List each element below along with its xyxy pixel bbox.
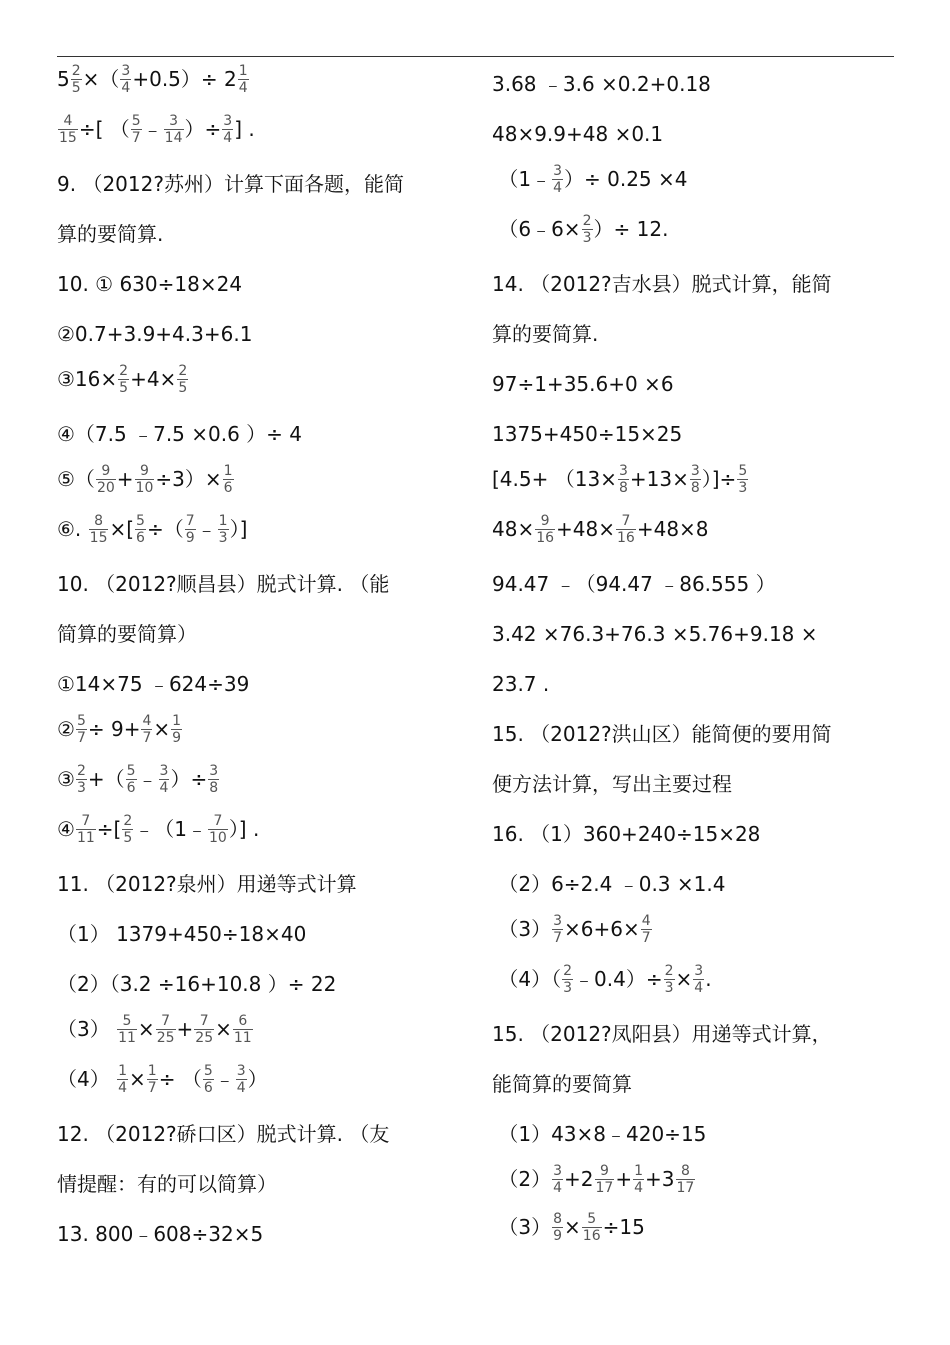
fraction <box>664 963 675 996</box>
numerator: 2 <box>123 812 133 829</box>
numerator: 7 <box>199 1012 209 1029</box>
denominator: 3 <box>582 229 592 246</box>
expression-text: ）] <box>229 517 248 541</box>
expression-text: 情提醒：有的可以简算） <box>57 1172 277 1196</box>
fraction <box>233 1013 253 1046</box>
expression-text: 算的要简算. <box>492 322 599 346</box>
numerator: 4 <box>641 912 651 929</box>
expression-text: +3 <box>645 1167 675 1191</box>
expression-text: 10. ① 630÷18×24 <box>57 272 243 296</box>
expression-text: ﹣ <box>137 767 158 791</box>
right-line <box>492 617 818 651</box>
denominator: 14 <box>164 129 183 146</box>
expression-text: × <box>675 967 693 991</box>
right-line <box>492 912 653 946</box>
expression-text: 48× <box>492 517 535 541</box>
fraction <box>141 713 152 746</box>
expression-text: 1375+450÷15×25 <box>492 422 683 446</box>
fraction <box>135 463 155 496</box>
left-line <box>57 667 249 701</box>
left-line <box>57 1012 254 1046</box>
right-line <box>492 962 712 996</box>
right-line <box>492 717 832 751</box>
denominator: 7 <box>553 929 563 946</box>
expression-text: ×[ <box>109 517 135 541</box>
numerator: 3 <box>553 1162 563 1179</box>
expression-text: ）÷ <box>170 767 208 791</box>
expression-text: 23.7 . <box>492 672 550 696</box>
denominator: 10 <box>135 479 154 496</box>
expression-text: 13. 800﹣608÷32×5 <box>57 1222 264 1246</box>
expression-text: + <box>176 1017 194 1041</box>
numerator: 5 <box>76 712 86 729</box>
expression-text: ÷3）× <box>155 467 222 491</box>
expression-text: ﹣ <box>214 1067 235 1091</box>
expression-text: × <box>137 1017 155 1041</box>
expression-text: 15. （2012?洪山区）能简便的要用简 <box>492 722 832 746</box>
expression-text: （1）43×8﹣420÷15 <box>492 1122 707 1146</box>
left-line <box>57 362 189 396</box>
expression-text: ÷ （ <box>158 1067 202 1091</box>
numerator: 2 <box>76 762 86 779</box>
expression-text: + <box>116 467 134 491</box>
numerator: 3 <box>618 462 628 479</box>
left-line <box>57 112 255 146</box>
denominator: 9 <box>172 729 182 746</box>
denominator: 11 <box>233 1029 252 1046</box>
right-line <box>492 817 760 851</box>
expression-text: ÷（ <box>146 517 184 541</box>
fraction <box>76 763 87 796</box>
expression-text: （2）（3.2 ÷16+10.8 ）÷ 22 <box>57 972 337 996</box>
denominator: 4 <box>118 1079 128 1096</box>
denominator: 9 <box>553 1227 563 1244</box>
fraction <box>552 163 563 196</box>
expression-text: （6﹣6× <box>492 217 581 241</box>
expression-text: （3） <box>492 1215 552 1239</box>
fraction <box>641 913 652 946</box>
numerator: 3 <box>223 112 233 129</box>
numerator: 9 <box>139 462 149 479</box>
expression-text: （3） <box>57 1017 117 1041</box>
numerator: 9 <box>101 462 111 479</box>
fraction <box>156 1013 176 1046</box>
expression-text: ）÷ 12. <box>593 217 669 241</box>
left-line <box>57 167 404 201</box>
fraction <box>135 513 146 546</box>
expression-text: （1﹣ <box>492 167 552 191</box>
expression-text: +2 <box>564 1167 594 1191</box>
denominator: 7 <box>641 929 651 946</box>
denominator: 15 <box>59 129 77 146</box>
denominator: 8 <box>690 479 700 496</box>
expression-text: 3.68 ﹣3.6 ×0.2+0.18 <box>492 72 711 96</box>
left-line <box>57 462 235 496</box>
expression-text: ）÷ <box>184 117 222 141</box>
numerator: 3 <box>690 462 700 479</box>
denominator: 4 <box>634 1179 644 1196</box>
numerator: 7 <box>213 812 223 829</box>
expression-text: 11. （2012?泉州）用递等式计算 <box>57 872 357 896</box>
expression-text: ÷15 <box>602 1215 645 1239</box>
numerator: 7 <box>621 512 631 529</box>
right-line <box>492 67 711 101</box>
denominator: 6 <box>136 529 145 546</box>
denominator: 4 <box>121 79 131 96</box>
numerator: 3 <box>159 762 169 779</box>
right-line <box>492 567 776 601</box>
expression-text: × <box>564 1215 581 1239</box>
left-line <box>57 617 197 651</box>
denominator: 9 <box>185 529 195 546</box>
denominator: 3 <box>218 529 228 546</box>
fraction <box>208 813 228 846</box>
expression-text: （4）（ <box>492 967 562 991</box>
expression-text: ①14×75 ﹣624÷39 <box>57 672 250 696</box>
numerator: 2 <box>582 212 592 229</box>
denominator: 4 <box>553 179 563 196</box>
fraction <box>222 113 233 146</box>
expression-text: ÷[ <box>96 817 122 841</box>
expression-text: ③ <box>57 767 75 791</box>
numerator: 1 <box>223 462 233 479</box>
denominator: 7 <box>142 729 152 746</box>
expression-text: ×6+6× <box>564 917 640 941</box>
right-line <box>492 117 663 151</box>
numerator: 8 <box>553 1210 563 1227</box>
denominator: 3 <box>664 979 674 996</box>
expression-text: ②0.7+3.9+4.3+6.1 <box>57 322 253 346</box>
denominator: 16 <box>582 1227 601 1244</box>
left-line <box>57 1062 268 1096</box>
denominator: 7 <box>147 1079 157 1096</box>
denominator: 4 <box>236 1079 246 1096</box>
numerator: 4 <box>142 712 152 729</box>
fraction <box>208 763 219 796</box>
numerator: 9 <box>540 512 550 529</box>
numerator: 7 <box>161 1012 171 1029</box>
right-line <box>492 767 732 801</box>
numerator: 3 <box>694 962 704 979</box>
right-line <box>492 317 598 351</box>
right-line <box>492 867 725 901</box>
numerator: 5 <box>122 1012 132 1029</box>
expression-text: 97÷1+35.6+0 ×6 <box>492 372 674 396</box>
fraction <box>122 813 133 846</box>
denominator: 4 <box>553 1179 563 1196</box>
fraction <box>633 1163 644 1196</box>
right-line <box>492 267 832 301</box>
fraction <box>552 1211 563 1244</box>
expression-text: ﹣ <box>196 517 217 541</box>
denominator: 4 <box>694 979 704 996</box>
left-line <box>57 512 247 546</box>
left-line <box>57 317 252 351</box>
denominator: 3 <box>563 979 573 996</box>
fraction <box>71 63 82 96</box>
denominator: 5 <box>119 379 129 396</box>
fraction <box>58 113 78 146</box>
fraction <box>690 463 701 496</box>
numerator: 8 <box>94 512 104 529</box>
fraction <box>89 513 109 546</box>
denominator: 10 <box>208 829 227 846</box>
right-line <box>492 1017 832 1051</box>
right-line <box>492 462 749 496</box>
fraction <box>737 463 748 496</box>
expression-text: 能简算的要简算 <box>492 1072 632 1096</box>
left-line <box>57 812 259 846</box>
numerator: 3 <box>121 62 131 79</box>
expression-text: （2）6÷2.4 ﹣0.3 ×1.4 <box>492 872 726 896</box>
right-line <box>492 1210 645 1244</box>
left-line <box>57 762 220 796</box>
expression-text: （3） <box>492 917 552 941</box>
numerator: 2 <box>71 62 81 79</box>
expression-text: . <box>705 967 712 991</box>
expression-text: 15. （2012?凤阳县）用递等式计算， <box>492 1022 832 1046</box>
expression-text: +13× <box>629 467 689 491</box>
expression-text: 便方法计算，写出主要过程 <box>492 772 732 796</box>
expression-text: [4.5+ （13× <box>492 467 617 491</box>
numerator: 3 <box>553 162 563 179</box>
denominator: 16 <box>617 529 635 546</box>
header-rule <box>57 56 894 57</box>
expression-text: 简算的要简算） <box>57 622 197 646</box>
numerator: 5 <box>203 1062 213 1079</box>
right-line <box>492 1117 706 1151</box>
numerator: 9 <box>599 1162 609 1179</box>
numerator: 4 <box>63 112 73 129</box>
denominator: 17 <box>595 1179 614 1196</box>
expression-text: ÷ 9+ <box>87 717 141 741</box>
expression-text: +（ <box>87 767 125 791</box>
expression-text: ﹣0.4）÷ <box>574 967 663 991</box>
left-line <box>57 1117 389 1151</box>
fraction <box>185 513 196 546</box>
denominator: 15 <box>89 529 108 546</box>
fraction <box>535 513 555 546</box>
numerator: 5 <box>587 1210 597 1227</box>
denominator: 11 <box>76 829 95 846</box>
fraction <box>96 463 116 496</box>
expression-text: ② <box>57 717 75 741</box>
fraction <box>582 213 593 246</box>
denominator: 3 <box>76 779 86 796</box>
expression-text: 算的要简算. <box>57 222 164 246</box>
left-line <box>57 867 357 901</box>
expression-text: 3.42 ×76.3+76.3 ×5.76+9.18 × <box>492 622 818 646</box>
numerator: 5 <box>131 112 141 129</box>
denominator: 11 <box>118 1029 136 1046</box>
expression-text: 10. （2012?顺昌县）脱式计算. （能 <box>57 572 390 596</box>
numerator: 5 <box>738 462 748 479</box>
expression-text: ﹣（1﹣ <box>134 817 207 841</box>
expression-text: 9. （2012?苏州）计算下面各题，能简 <box>57 172 404 196</box>
left-line <box>57 417 302 451</box>
left-line <box>57 217 163 251</box>
numerator: 1 <box>218 512 228 529</box>
fraction <box>147 1063 158 1096</box>
expression-text: 16. （1）360+240÷15×28 <box>492 822 761 846</box>
expression-text: ） <box>247 1067 268 1091</box>
fraction <box>76 713 87 746</box>
expression-text: 12. （2012?硚口区）脱式计算. （友 <box>57 1122 390 1146</box>
denominator: 5 <box>123 829 133 846</box>
denominator: 6 <box>223 479 233 496</box>
denominator: 3 <box>738 479 748 496</box>
denominator: 4 <box>238 79 248 96</box>
numerator: 2 <box>664 962 674 979</box>
fraction <box>118 363 129 396</box>
expression-text: ④（7.5 ﹣7.5 ×0.6 ）÷ 4 <box>57 422 303 446</box>
numerator: 2 <box>119 362 129 379</box>
numerator: 7 <box>81 812 91 829</box>
denominator: 8 <box>618 479 628 496</box>
expression-text: + <box>615 1167 633 1191</box>
fraction <box>616 513 636 546</box>
fraction <box>552 913 563 946</box>
right-line <box>492 367 674 401</box>
numerator: 3 <box>209 762 219 779</box>
fraction <box>177 363 188 396</box>
fraction <box>676 1163 696 1196</box>
expression-text: （1） 1379+450÷18×40 <box>57 922 307 946</box>
left-line <box>57 567 389 601</box>
numerator: 3 <box>236 1062 246 1079</box>
expression-text: ③16× <box>57 367 118 391</box>
fraction <box>171 713 182 746</box>
numerator: 5 <box>126 762 136 779</box>
fraction <box>693 963 704 996</box>
numerator: 3 <box>553 912 563 929</box>
fraction <box>562 963 573 996</box>
expression-text: × <box>129 1067 146 1091</box>
numerator: 2 <box>178 362 188 379</box>
fraction <box>238 63 249 96</box>
expression-text: × <box>153 717 171 741</box>
fraction <box>120 63 131 96</box>
denominator: 7 <box>131 129 141 146</box>
expression-text: ×（ <box>82 67 120 91</box>
fraction <box>618 463 629 496</box>
denominator: 20 <box>96 479 115 496</box>
left-line <box>57 1217 263 1251</box>
fraction <box>117 1013 137 1046</box>
expression-text: × <box>215 1017 232 1041</box>
right-line <box>492 417 682 451</box>
fraction <box>164 113 184 146</box>
numerator: 3 <box>169 112 179 129</box>
left-line <box>57 267 242 301</box>
expression-text: ⑥. <box>57 517 88 541</box>
fraction <box>159 763 170 796</box>
expression-text: +4× <box>130 367 177 391</box>
denominator: 7 <box>76 729 86 746</box>
denominator: 8 <box>209 779 219 796</box>
numerator: 2 <box>563 962 573 979</box>
denominator: 25 <box>195 1029 214 1046</box>
numerator: 5 <box>136 512 145 529</box>
fraction <box>218 513 229 546</box>
denominator: 6 <box>126 779 136 796</box>
left-line <box>57 917 306 951</box>
left-line <box>57 712 183 746</box>
left-line <box>57 62 250 96</box>
numerator: 1 <box>118 1062 128 1079</box>
expression-text: 14. （2012?吉水县）脱式计算，能简 <box>492 272 832 296</box>
expression-text: +48× <box>556 517 616 541</box>
denominator: 6 <box>203 1079 213 1096</box>
fraction <box>236 1063 247 1096</box>
right-line <box>492 667 549 701</box>
numerator: 1 <box>238 62 248 79</box>
right-line <box>492 212 668 246</box>
expression-text: +0.5）÷ 2 <box>132 67 237 91</box>
fraction <box>203 1063 214 1096</box>
right-line <box>492 1067 632 1101</box>
expression-text: 48×9.9+48 ×0.1 <box>492 122 664 146</box>
expression-text: ÷[ （ <box>78 117 130 141</box>
numerator: 1 <box>634 1162 644 1179</box>
expression-text: （4） <box>57 1067 117 1091</box>
expression-text: ﹣ <box>142 117 163 141</box>
expression-text: ）] . <box>228 817 260 841</box>
denominator: 4 <box>159 779 169 796</box>
denominator: 25 <box>156 1029 175 1046</box>
expression-text: ④ <box>57 817 75 841</box>
fraction <box>131 113 142 146</box>
fraction <box>595 1163 615 1196</box>
denominator: 5 <box>71 79 81 96</box>
numerator: 1 <box>172 712 182 729</box>
expression-text: ⑤（ <box>57 467 95 491</box>
fraction <box>194 1013 214 1046</box>
expression-text: 5 <box>57 67 70 91</box>
numerator: 6 <box>238 1012 248 1029</box>
left-line <box>57 1167 277 1201</box>
expression-text: +48×8 <box>636 517 709 541</box>
fraction <box>117 1063 128 1096</box>
expression-text: 94.47 ﹣（94.47 ﹣86.555 ） <box>492 572 776 596</box>
expression-text: ）÷ 0.25 ×4 <box>564 167 688 191</box>
denominator: 5 <box>178 379 188 396</box>
fraction <box>126 763 137 796</box>
denominator: 17 <box>676 1179 695 1196</box>
right-line <box>492 512 709 546</box>
expression-text: ）]÷ <box>701 467 737 491</box>
left-line <box>57 967 336 1001</box>
denominator: 4 <box>223 129 233 146</box>
fraction <box>223 463 234 496</box>
fraction <box>76 813 96 846</box>
expression-text: ] . <box>234 117 255 141</box>
numerator: 7 <box>185 512 195 529</box>
right-line <box>492 1162 696 1196</box>
numerator: 1 <box>147 1062 157 1079</box>
fraction <box>582 1211 602 1244</box>
expression-text: （2） <box>492 1167 552 1191</box>
right-line <box>492 162 688 196</box>
denominator: 16 <box>536 529 555 546</box>
numerator: 8 <box>680 1162 690 1179</box>
fraction <box>552 1163 563 1196</box>
